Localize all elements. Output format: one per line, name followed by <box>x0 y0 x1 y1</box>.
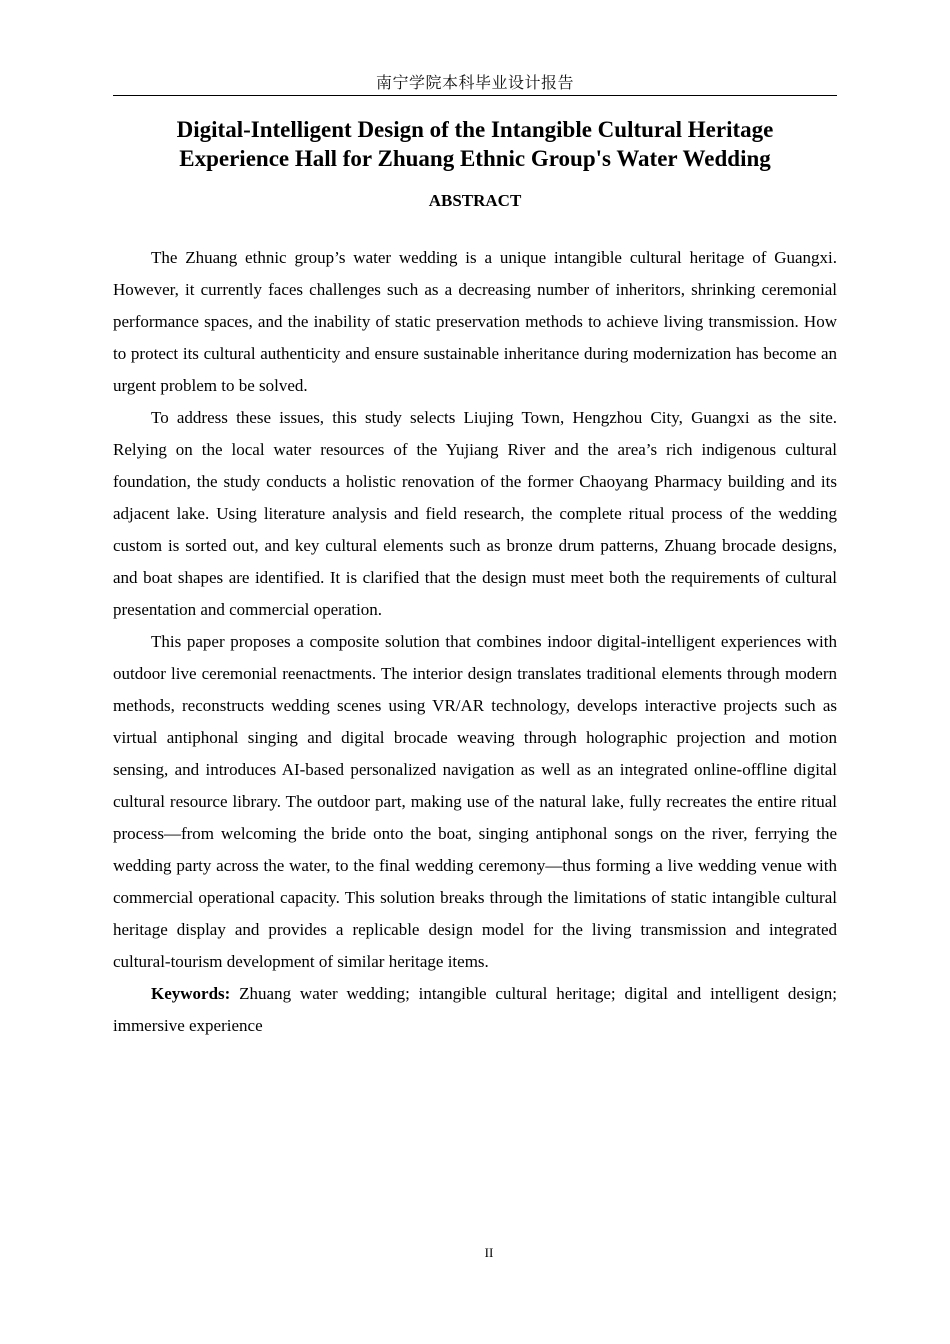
abstract-heading: ABSTRACT <box>428 191 522 210</box>
paper-title-line-2: Experience Hall for Zhuang Ethnic Group's Water Wedding <box>179 146 771 171</box>
paper-title-line-1: Digital-Intelligent Design of the Intangible Cultural Heritage <box>176 117 774 142</box>
keywords-label: Keywords: <box>151 984 231 1003</box>
abstract-body <box>113 242 837 1042</box>
page-number: II <box>484 1245 494 1260</box>
abstract-paragraph-2: To address these issues, this study selects Liujing Town, Hengzhou City, Guangxi as the site. Relying on the local water resources of the Yujiang River and the area’s rich indigenous cultural foundation, the study conducts a holistic renovation of the former Chaoyang Pharmacy building and its adjacent lake. Using literature analysis and field research, the complete ritual process of the wedding custom is sorted out, and key cultural elements such as bronze drum patterns, Zhuang brocade designs, and boat shapes are identified. It is clarified that the design must meet both the requirements of cultural presentation and commercial operation. <box>113 408 837 619</box>
header-rule <box>113 95 837 96</box>
running-header: 南宁学院本科毕业设计报告 <box>375 73 574 92</box>
keywords-paragraph <box>113 978 837 1042</box>
keywords-text: Zhuang water wedding; intangible cultural heritage; digital and intelligent design; immersive experience <box>113 984 838 1035</box>
abstract-paragraph-3: This paper proposes a composite solution that combines indoor digital-intelligent experiences with outdoor live ceremonial reenactments. The interior design translates traditional elements through modern methods, reconstructs wedding scenes using VR/AR technology, develops interactive projects such as virtual antiphonal singing and digital brocade weaving through holographic projection and motion sensing, and introduces AI-based personalized navigation as well as an integrated online-offline digital cultural resource library. The outdoor part, making use of the natural lake, fully recreates the entire ritual process—from welcoming the bride onto the boat, singing antiphonal songs on the river, ferrying the wedding party across the water, to the final wedding ceremony—thus forming a live wedding venue with commercial operational capacity. This solution breaks through the limitations of static intangible cultural heritage display and provides a replicable design model for the living transmission and integrated cultural-tourism development of similar heritage items. <box>113 632 837 971</box>
paper-title <box>113 115 837 173</box>
abstract-paragraph-1: The Zhuang ethnic group’s water wedding is a unique intangible cultural heritage of Guangxi. However, it currently faces challenges such as a decreasing number of inheritors, shrinking ceremonial performance spaces, and the inability of static preservation methods to achieve living transmission. How to protect its cultural authenticity and ensure sustainable inheritance during modernization has become an urgent problem to be solved. <box>113 248 837 395</box>
